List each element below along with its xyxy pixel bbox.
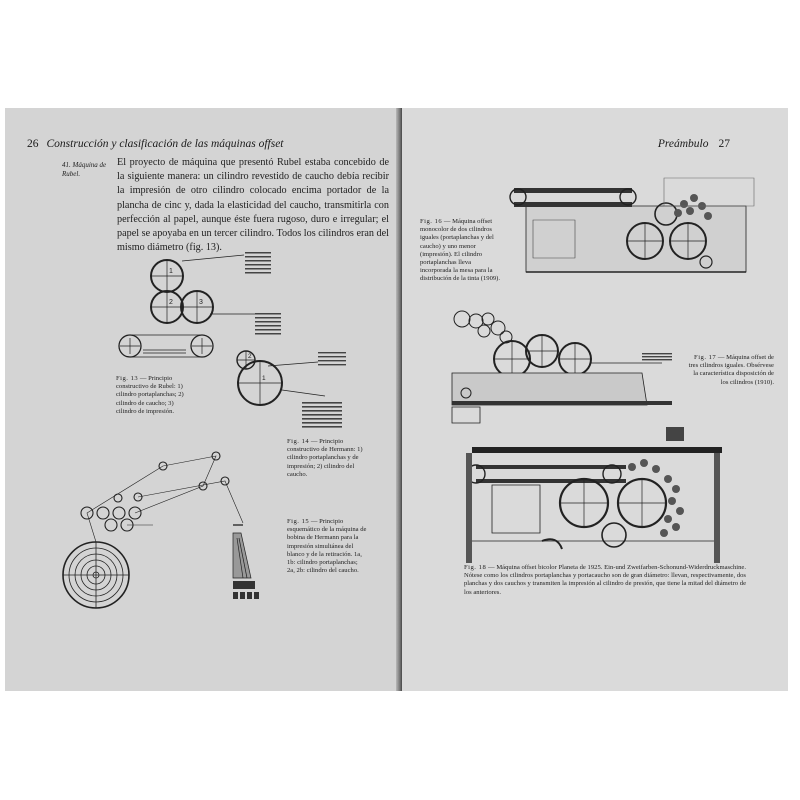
figure-18-caption — [464, 564, 746, 597]
left-running-head-title: Construcción y clasificación de las máquinas offset — [46, 138, 284, 150]
figure-14-diagram — [230, 350, 360, 430]
figure-17-machine-illustration — [432, 303, 682, 425]
right-page-number: 27 — [718, 138, 730, 150]
figure-15-caption-label: Fig. 15 — [287, 518, 310, 525]
left-page-number: 26 — [27, 138, 39, 150]
figure-16-caption-text: — Máquina offset monocolor de dos cilindros iguales (portaplanchas y del caucho) y uno menor (impresión). El cilindro portaplanchas lleva incorporada la mesa para la distribución de la tinta (1909). — [420, 218, 501, 283]
figure-14-caption — [287, 438, 367, 479]
figure-14-caption-label: Fig. 14 — [287, 438, 310, 445]
fig13-label-3: 3 — [199, 299, 203, 306]
figure-16-caption — [420, 218, 502, 284]
figure-15-caption-text: — Principio esquemático de la máquina de bobina de Hermann para la impresión simultánea del blanco y de la retiración. 1a, 1b: cilindro portaplanchas; 2a, 2b: cilindro del caucho. — [287, 518, 367, 575]
figure-15-caption — [287, 518, 367, 575]
figure-13-caption-label: Fig. 13 — [116, 375, 139, 382]
left-running-head — [27, 138, 284, 150]
figure-13-caption-text: — Principio constructivo de Rubel: 1) cilindro portaplanchas; 2) cilindro de caucho; 3) cilindro de impresión. — [116, 375, 184, 415]
fig13-label-2: 2 — [169, 299, 173, 306]
figure-18-caption-text: — Máquina offset bicolor Planeta de 1925. Ein-und Zweifarben-Schonund-Widerdruckmaschine. Nótese como los cilindros portaplanchas y portacaucho son de gran diámetro: llevan, respectivamente, dos planchas y dos cauchos y transmiten la impresión al cilindro de presión, que tiene la mitad del diámetro de los anteriores. — [464, 564, 747, 596]
body-paragraph: El proyecto de máquina que presentó Rubel estaba concebido de la siguiente manera: un cilindro revestido de caucho debía recibir la impresión de otro cilindro colocado encima portador de la plancha de cinc y, dada la elasticidad del caucho, transmitirla con perfección al papel, aunque éste fuera rugoso, duro e irregular; el papel se apoyaba en un tercer cilindro. Todos los cilindros eran del mismo diámetro (fig. 13). — [117, 157, 389, 254]
right-page — [402, 108, 788, 691]
figure-14-caption-text: — Principio constructivo de Hermann: 1) cilindro portaplanchas y de impresión; 2) cilindro del caucho. — [287, 438, 363, 478]
fig13-label-1: 1 — [169, 268, 173, 275]
figure-13-diagram — [110, 256, 285, 356]
right-running-head — [658, 138, 730, 150]
margin-note: 41. Máquina de Rubel. — [62, 161, 107, 178]
fig14-label-1: 1 — [262, 375, 266, 382]
figure-17-caption-label: Fig. 17 — [694, 354, 717, 361]
figure-17-caption-text: — Máquina offset de tres cilindros iguales. Obsérvese la característica disposición de los cilindros (1910). — [688, 354, 774, 386]
right-running-head-title: Preámbulo — [657, 138, 709, 150]
figure-13-caption — [116, 375, 194, 416]
figure-15-diagram — [43, 453, 278, 608]
figure-18-machine-illustration — [462, 423, 732, 563]
figure-16-caption-label: Fig. 16 — [420, 218, 443, 225]
fig14-label-2: 2 — [248, 353, 252, 360]
figure-17-caption — [686, 354, 774, 387]
left-page — [5, 108, 402, 691]
figure-16-machine-illustration — [508, 166, 768, 278]
figure-18-caption-label: Fig. 18 — [464, 564, 487, 571]
